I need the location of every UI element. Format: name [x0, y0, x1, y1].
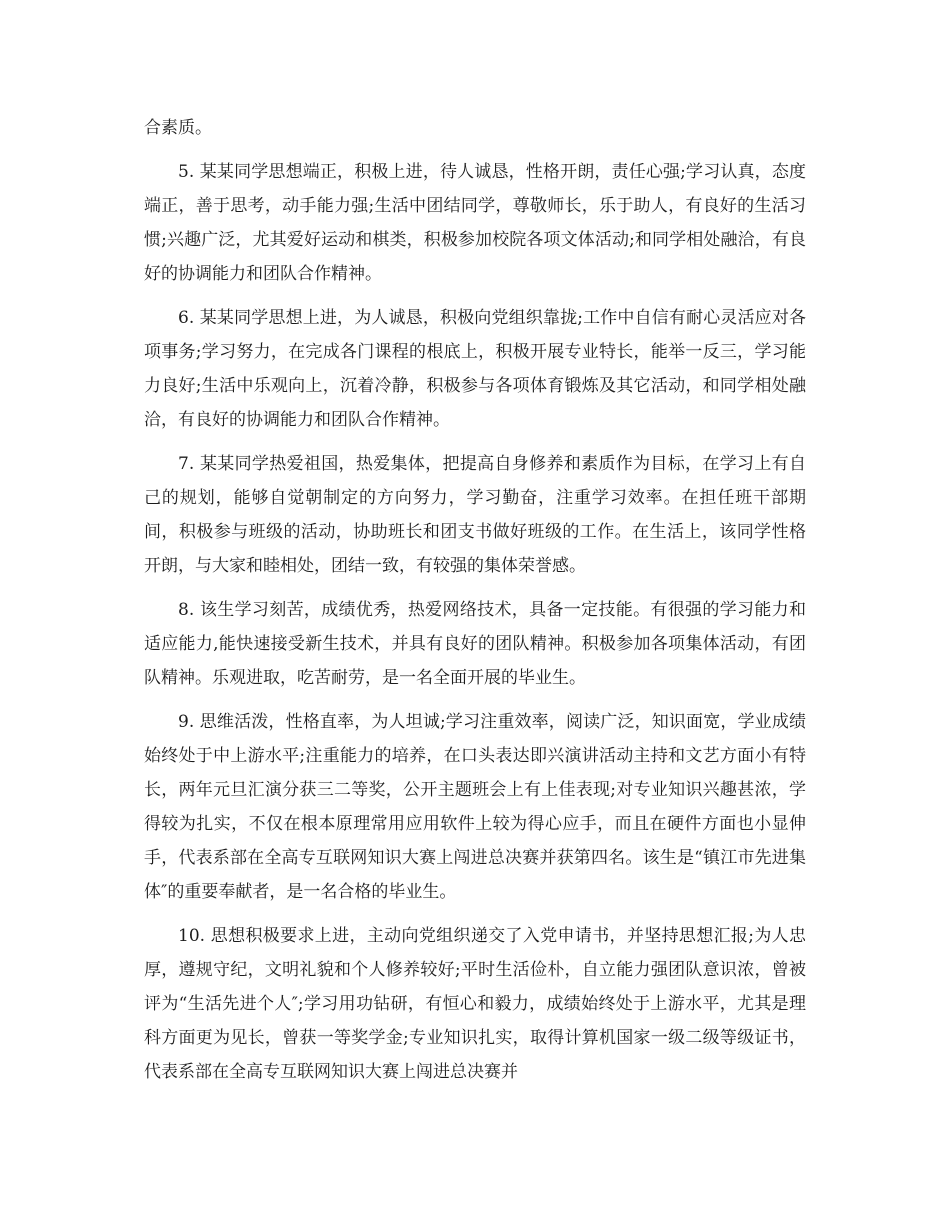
- paragraph-item-6: 6. 某某同学思想上进，为人诚恳，积极向党组织靠拢;工作中自信有耐心灵活应对各项事务;学习努力，在完成各门课程的根底上，积极开展专业特长，能举一反三，学习能力良好;生活中乐观向上，沉着冷静，积极参与各项体育锻炼及其它活动，和同学相处融洽，有良好的协调能力和团队合作精神。: [144, 308, 806, 430]
- paragraph-item-7: 7. 某某同学热爱祖国，热爱集体，把提高自身修养和素质作为目标，在学习上有自己的规划，能够自觉朝制定的方向努力，学习勤奋，注重学习效率。在担任班干部期间，积极参与班级的活动，协助班长和团支书做好班级的工作。在生活上，该同学性格开朗，与大家和睦相处，团结一致，有较强的集体荣誉感。: [144, 454, 806, 576]
- paragraph-item-5: 5. 某某同学思想端正，积极上进，待人诚恳，性格开朗，责任心强;学习认真，态度端正，善于思考，动手能力强;生活中团结同学，尊敬师长，乐于助人，有良好的生活习惯;兴趣广泛，尤其爱好运动和棋类，积极参加校院各项文体活动;和同学相处融洽，有良好的协调能力和团队合作精神。: [144, 162, 806, 284]
- paragraph-item-10: 10. 思想积极要求上进，主动向党组织递交了入党申请书，并坚持思想汇报;为人忠厚，遵规守纪，文明礼貌和个人修养较好;平时生活俭朴，自立能力强团队意识浓，曾被评为“生活先进个人″;学习用功钻研，有恒心和毅力，成绩始终处于上游水平，尤其是理科方面更为见长，曾获一等奖学金;专业知识扎实，取得计算机国家一级二级等级证书，代表系部在全高专互联网知识大赛上闯进总决赛并: [144, 926, 806, 1082]
- paragraph-continuation: 合素质。: [144, 118, 212, 138]
- paragraph-item-8: 8. 该生学习刻苦，成绩优秀，热爱网络技术，具备一定技能。有很强的学习能力和适应能力,能快速接受新生技术，并具有良好的团队精神。积极参加各项集体活动，有团队精神。乐观进取，吃苦耐劳，是一名全面开展的毕业生。: [144, 600, 806, 688]
- document-body: [144, 111, 806, 1099]
- paragraph-item-9: 9. 思维活泼，性格直率，为人坦诚;学习注重效率，阅读广泛，知识面宽，学业成绩始终处于中上游水平;注重能力的培养，在口头表达即兴演讲活动主持和文艺方面小有特长，两年元旦汇演分获三二等奖，公开主题班会上有上佳表现;对专业知识兴趣甚浓，学得较为扎实，不仅在根本原理常用应用软件上较为得心应手，而且在硬件方面也小显伸手，代表系部在全高专互联网知识大赛上闯进总决赛并获第四名。该生是“镇江市先进集体″的重要奉献者，是一名合格的毕业生。: [144, 712, 806, 902]
